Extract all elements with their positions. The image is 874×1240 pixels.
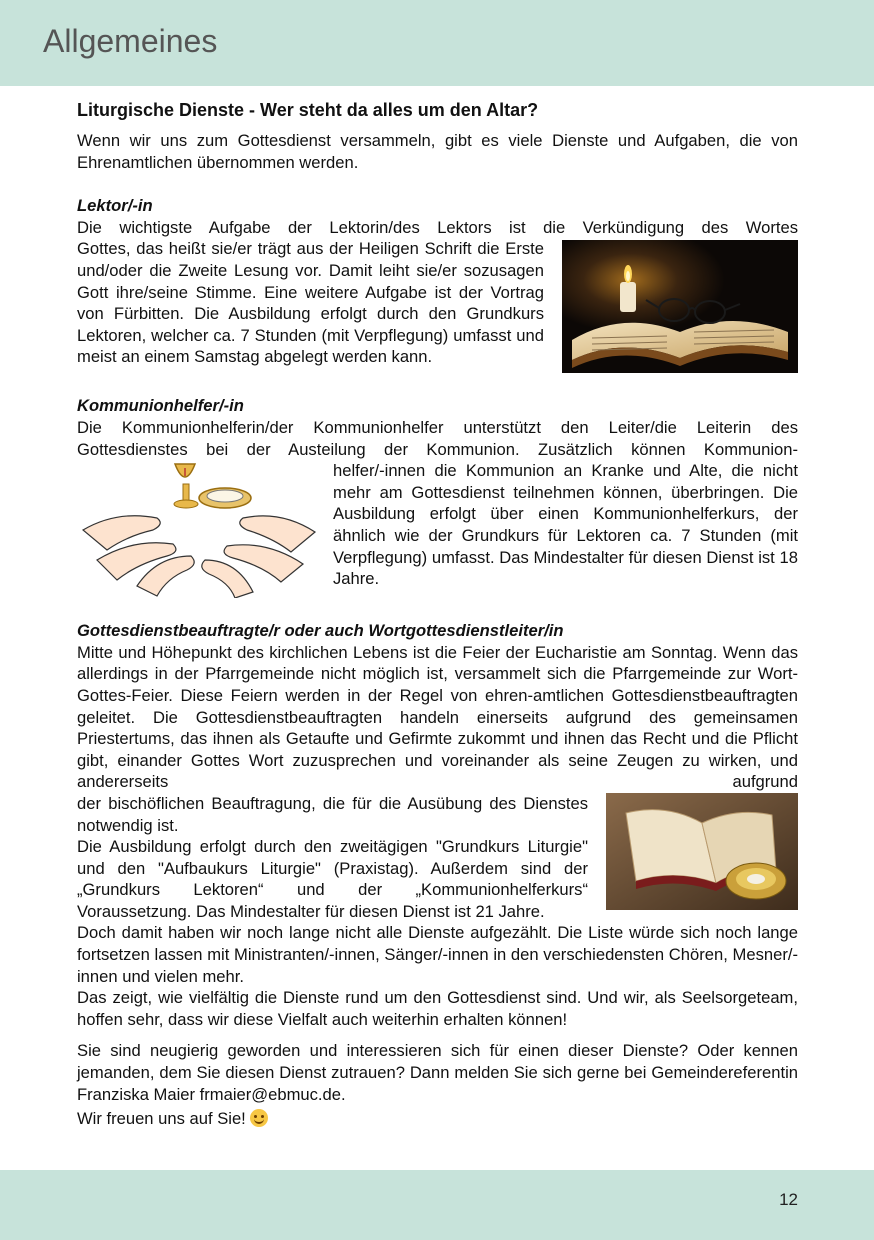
book-paten-image bbox=[606, 793, 798, 910]
communion-hands-image bbox=[77, 460, 321, 598]
footer-band bbox=[0, 1170, 874, 1240]
section-title: Allgemeines bbox=[43, 23, 218, 59]
gottesdienst-mid: der bischöflichen Beauftragung, die für die Ausübung des Dienstes notwendig ist. bbox=[77, 793, 588, 835]
kommunion-lead: Die Kommunionhelferin/der Kommunionhelfer unterstützt den Leiter/die Leiterin des Gottesdienstes bei der Austeilung der Kommunion. Zusätzlich können Kommunion- bbox=[77, 417, 798, 459]
gottesdienst-heading: Gottesdienstbeauftragte/r oder auch Wortgottesdienstleiter/in bbox=[77, 621, 564, 641]
closing-list: Doch damit haben wir noch lange nicht alle Dienste aufgezählt. Die Liste würde sich noch lange fortsetzen lassen mit Ministranten/-innen, Sänger/-innen in den verschiedensten Chören, Mesner/-innen und vielen mehr. bbox=[77, 923, 798, 986]
gottesdienst-lead: Mitte und Höhepunkt des kirchlichen Lebens ist die Feier der Eucharistie am Sonntag. Wenn das allerdings in der Pfarrgemeinde nicht möglich ist, versammelt sich die Pfarrgemeinde zur Wort-Gottes-Feier. Diese Feiern werden in der Regel von ehren-amtlichen Gottesdienstbeauftragten geleitet. Die Gottesdienstbeauftragten handeln einerseits aufgrund des gemeinsamen Priestertums, das ihnen als Getaufte und Gefirmte zukommt und ihnen das Recht und die Pflicht gibt, einander Gottes Wort zuzusprechen und voreinander als seine Zeugen zu wirken, und andererseits aufgrund bbox=[77, 642, 798, 792]
spacer bbox=[77, 173, 798, 195]
signoff-text: Wir freuen uns auf Sie! bbox=[77, 1109, 246, 1129]
closing-thanks: Das zeigt, wie vielfältig die Dienste rund um den Gottesdienst sind. Und wir, als Seelsorgeteam, hoffen sehr, dass wir diese Vielfalt auch weiterhin erhalten können! bbox=[77, 988, 798, 1029]
kommunion-text: helfer/-innen die Kommunion an Kranke und Alte, die nicht mehr am Gottesdienst teilnehmen können, überbringen. Die Ausbildung erfolgt über einen Kommunionhelferkurs, der ähnlich wie der Grundkurs für Lektoren ca. 7 Stunden (mit Verpflegung) umfasst. Das Mindestalter für diesen Dienst ist 18 Jahre. bbox=[333, 461, 798, 589]
lektor-text: Gottes, das heißt sie/er trägt aus der Heiligen Schrift die Erste und/oder die Zweite Lesung vor. Damit leiht sie/er sozusagen Gott ihre/seine Stimme. Eine weitere Aufgabe ist der Vortrag von Fürbitten. Die Ausbildung erfolgt durch den Grundkurs Lektoren, welcher ca. 7 Stunden (mit Verpflegung) umfasst und meist an einem Samstag abgelegt werden kann. bbox=[77, 239, 544, 367]
signoff-line bbox=[77, 1108, 798, 1130]
spacer bbox=[77, 598, 798, 620]
gottesdienst-training: Die Ausbildung erfolgt durch den zweitägigen "Grundkurs Liturgie" und den "Aufbaukurs Liturgie" (Praxistag). Außerdem sind der „Grundkurs Lektoren“ und der „Kommunionhelferkurs“ Voraussetzung. Das Mindestalter für diesen Dienst ist 21 Jahre. bbox=[77, 837, 588, 921]
smiling-face-icon bbox=[250, 1109, 268, 1127]
bible-candle-image bbox=[562, 240, 798, 373]
spacer bbox=[77, 1030, 798, 1040]
lektor-first-line: Die wichtigste Aufgabe der Lektorin/des Lektors ist die Verkündigung des Wortes bbox=[77, 217, 798, 237]
article-intro: Wenn wir uns zum Gottesdienst versammeln, gibt es viele Dienste und Aufgaben, die von Ehrenamtlichen übernommen werden. bbox=[77, 131, 798, 172]
page-number: 12 bbox=[779, 1190, 798, 1209]
header-band bbox=[0, 0, 874, 86]
article-title: Liturgische Dienste - Wer steht da alles um den Altar? bbox=[77, 100, 539, 120]
spacer bbox=[77, 373, 798, 395]
lektor-heading: Lektor/-in bbox=[77, 196, 153, 216]
kommunion-heading: Kommunionhelfer/-in bbox=[77, 396, 244, 416]
article bbox=[77, 98, 798, 1130]
contact-text: Sie sind neugierig geworden und interessieren sich für einen dieser Dienste? Oder kennen jemanden, dem Sie diesen Dienst zutrauen? Dann melden Sie sich gerne bei Gemeindereferentin Franziska Maier frmaier@ebmuc.de. bbox=[77, 1041, 798, 1104]
